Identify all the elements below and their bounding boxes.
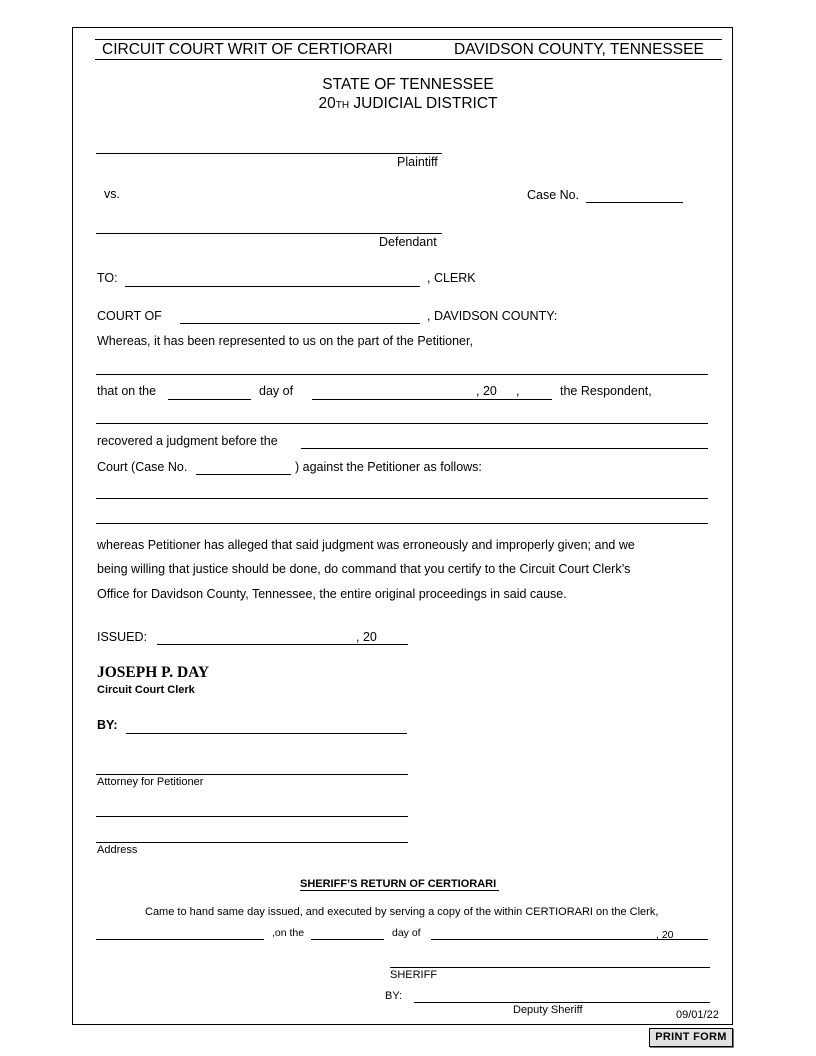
address-field-1[interactable]	[96, 816, 408, 817]
address-field-2[interactable]	[96, 842, 408, 843]
on-the-label: ,on the	[272, 927, 305, 939]
district-text: JUDICIAL DISTRICT	[353, 95, 498, 112]
state-heading: STATE OF TENNESSEE	[322, 76, 494, 93]
clerk-label: , CLERK	[427, 271, 476, 285]
court-case-label: Court (Case No.	[97, 460, 188, 474]
sheriff-day-of-label: day of	[392, 927, 421, 939]
form-title: CIRCUIT COURT WRIT OF CERTIORARI	[102, 41, 393, 58]
sheriff-heading-text: SHERIFF’S RETURN OF CERTIORARI	[300, 878, 499, 891]
to-field[interactable]	[125, 286, 420, 287]
district-suffix: TH	[335, 100, 350, 111]
page-border-left	[72, 27, 73, 1025]
address-label: Address	[97, 844, 138, 856]
district-heading	[258, 95, 558, 113]
issued-label: ISSUED:	[97, 630, 148, 644]
county-title: DAVIDSON COUNTY, TENNESSEE	[454, 41, 704, 58]
deputy-signature-field[interactable]	[414, 1002, 710, 1003]
that-on-label: that on the	[97, 384, 157, 398]
plaintiff-label: Plaintiff	[397, 155, 438, 169]
recovered-label: recovered a judgment before the	[97, 434, 278, 448]
court-case-no-field[interactable]	[196, 474, 291, 475]
came-to-hand-text: Came to hand same day issued, and executed by serving a copy of the within CERTIORARI on the Clerk,	[145, 906, 659, 918]
judgment-court-field[interactable]	[301, 448, 708, 449]
defendant-label: Defendant	[379, 235, 437, 249]
court-of-field[interactable]	[180, 323, 420, 324]
sheriff-return-heading	[300, 878, 499, 891]
case-no-field[interactable]	[586, 202, 683, 203]
clerk-name: JOSEPH P. DAY	[97, 664, 210, 681]
page-border-right	[732, 27, 733, 1025]
vs-label: vs.	[104, 187, 120, 201]
defendant-field[interactable]	[96, 233, 442, 234]
clerk-title: Circuit Court Clerk	[97, 684, 195, 696]
attorney-label: Attorney for Petitioner	[97, 776, 204, 788]
clerk-signature-field[interactable]	[126, 733, 407, 734]
page-border-bottom	[72, 1024, 733, 1025]
page-border-top	[72, 27, 733, 28]
clerk-by-label: BY:	[97, 718, 118, 732]
district-number: 20	[318, 95, 336, 112]
month-year-field[interactable]	[312, 399, 552, 400]
respondent-label: the Respondent,	[560, 384, 652, 398]
plaintiff-field[interactable]	[96, 153, 442, 154]
print-form-button[interactable]: PRINT FORM	[649, 1028, 733, 1047]
form-date: 09/01/22	[676, 1009, 719, 1021]
para-line-3: Office for Davidson County, Tennessee, the entire original proceedings in said cause.	[97, 587, 567, 601]
day-of-label: day of	[259, 384, 294, 398]
against-label: ) against the Petitioner as follows:	[295, 460, 482, 474]
para-line-1: whereas Petitioner has alleged that said judgment was erroneously and improperly given; and we	[97, 538, 635, 552]
header-rule-top	[95, 39, 722, 40]
issued-year-label: , 20	[356, 630, 377, 644]
judgment-detail-field-1[interactable]	[96, 498, 708, 499]
sheriff-signature-field[interactable]	[390, 967, 710, 968]
court-of-label: COURT OF	[97, 309, 162, 323]
comma-label: ,	[516, 384, 520, 398]
attorney-field[interactable]	[96, 774, 408, 775]
to-label: TO:	[97, 271, 118, 285]
year-prefix-label: , 20	[476, 384, 497, 398]
petitioner-field[interactable]	[96, 374, 708, 375]
header-rule-bottom	[95, 59, 722, 60]
judgment-detail-field-2[interactable]	[96, 523, 708, 524]
sheriff-day-field[interactable]	[311, 939, 384, 940]
case-no-label: Case No.	[527, 188, 580, 202]
whereas-line: Whereas, it has been represented to us on the part of the Petitioner,	[97, 334, 473, 348]
respondent-field[interactable]	[96, 423, 708, 424]
davidson-county-label: , DAVIDSON COUNTY:	[427, 309, 558, 323]
sheriff-label: SHERIFF	[390, 969, 438, 981]
para-line-2: being willing that justice should be done, do command that you certify to the Circuit Court Clerk’s	[97, 562, 631, 576]
sheriff-by-label: BY:	[385, 990, 403, 1002]
day-field[interactable]	[168, 399, 251, 400]
issued-date-field[interactable]	[157, 644, 408, 645]
sheriff-clerk-field[interactable]	[96, 939, 264, 940]
sheriff-year-label: , 20	[656, 929, 674, 941]
deputy-sheriff-label: Deputy Sheriff	[513, 1004, 583, 1016]
